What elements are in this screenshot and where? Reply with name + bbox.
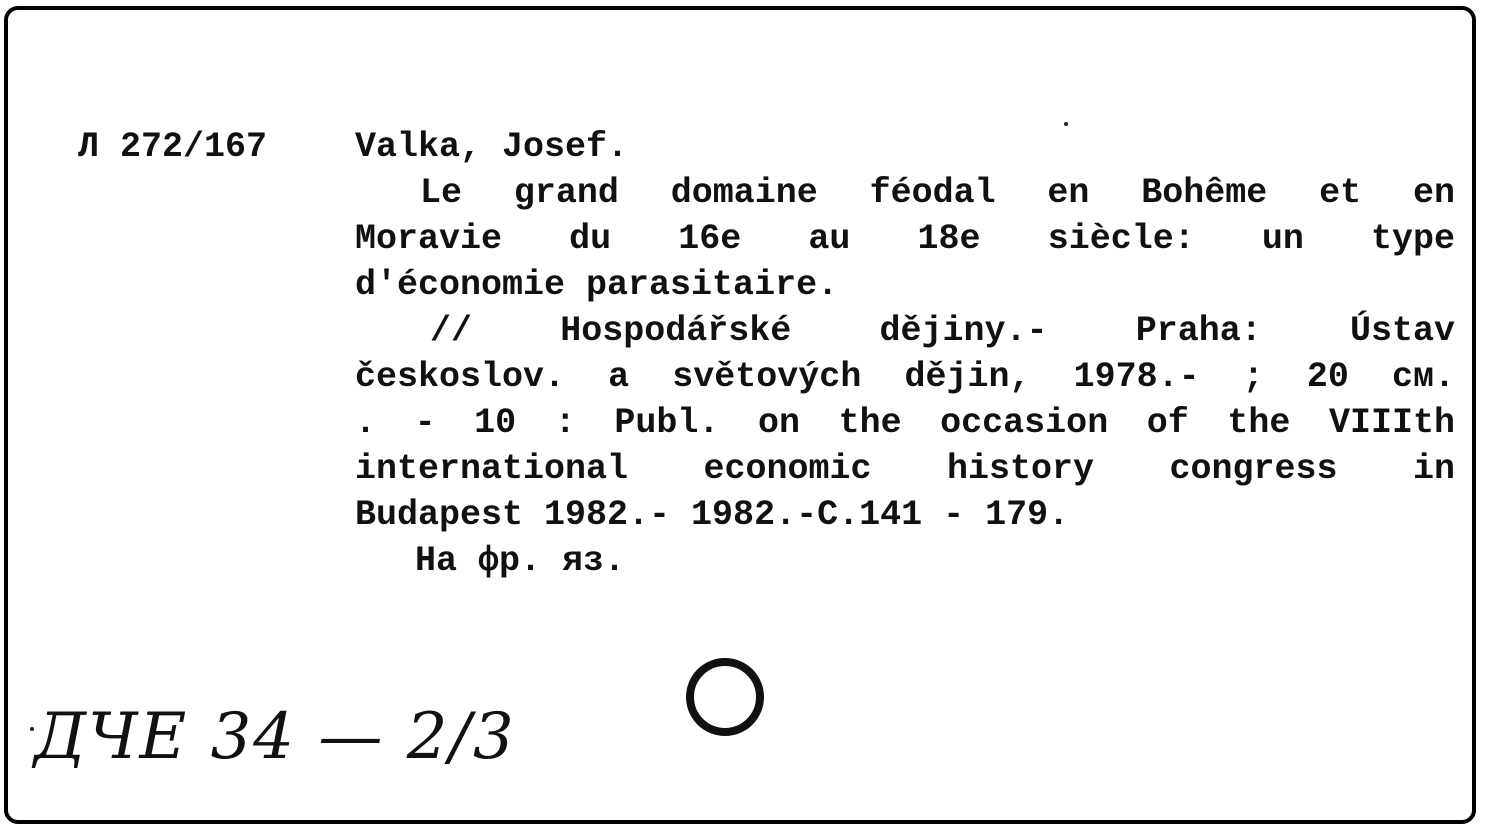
note-line-3: Budapest 1982.- 1982.-C.141 - 179.	[355, 495, 1070, 535]
author-line: Valka, Josef.	[355, 127, 629, 167]
punch-hole	[686, 658, 764, 736]
shelfmark: Л 272/167	[78, 127, 268, 167]
title-line-1: Le grand domaine féodal en Bohême et en	[420, 173, 1455, 213]
note-line-2: international economic history congress in	[355, 449, 1455, 489]
language-note: На фр. яз.	[415, 541, 626, 581]
title-line-2: Moravie du 16e au 18e siècle: un type	[355, 219, 1455, 259]
speck	[30, 727, 34, 731]
series-line-2: českoslov. a světových dějin, 1978.- ; 20 см.	[355, 357, 1455, 397]
handwritten-code: ДЧЕ 34 — 2/3	[34, 700, 516, 774]
title-line-3: d'économie parasitaire.	[355, 265, 839, 305]
series-line-1: // Hospodářské dějiny.- Praha: Ústav	[430, 311, 1455, 351]
speck	[1064, 122, 1068, 126]
note-line-1: . - 10 : Publ. on the occasion of the VIIIth	[355, 403, 1455, 443]
